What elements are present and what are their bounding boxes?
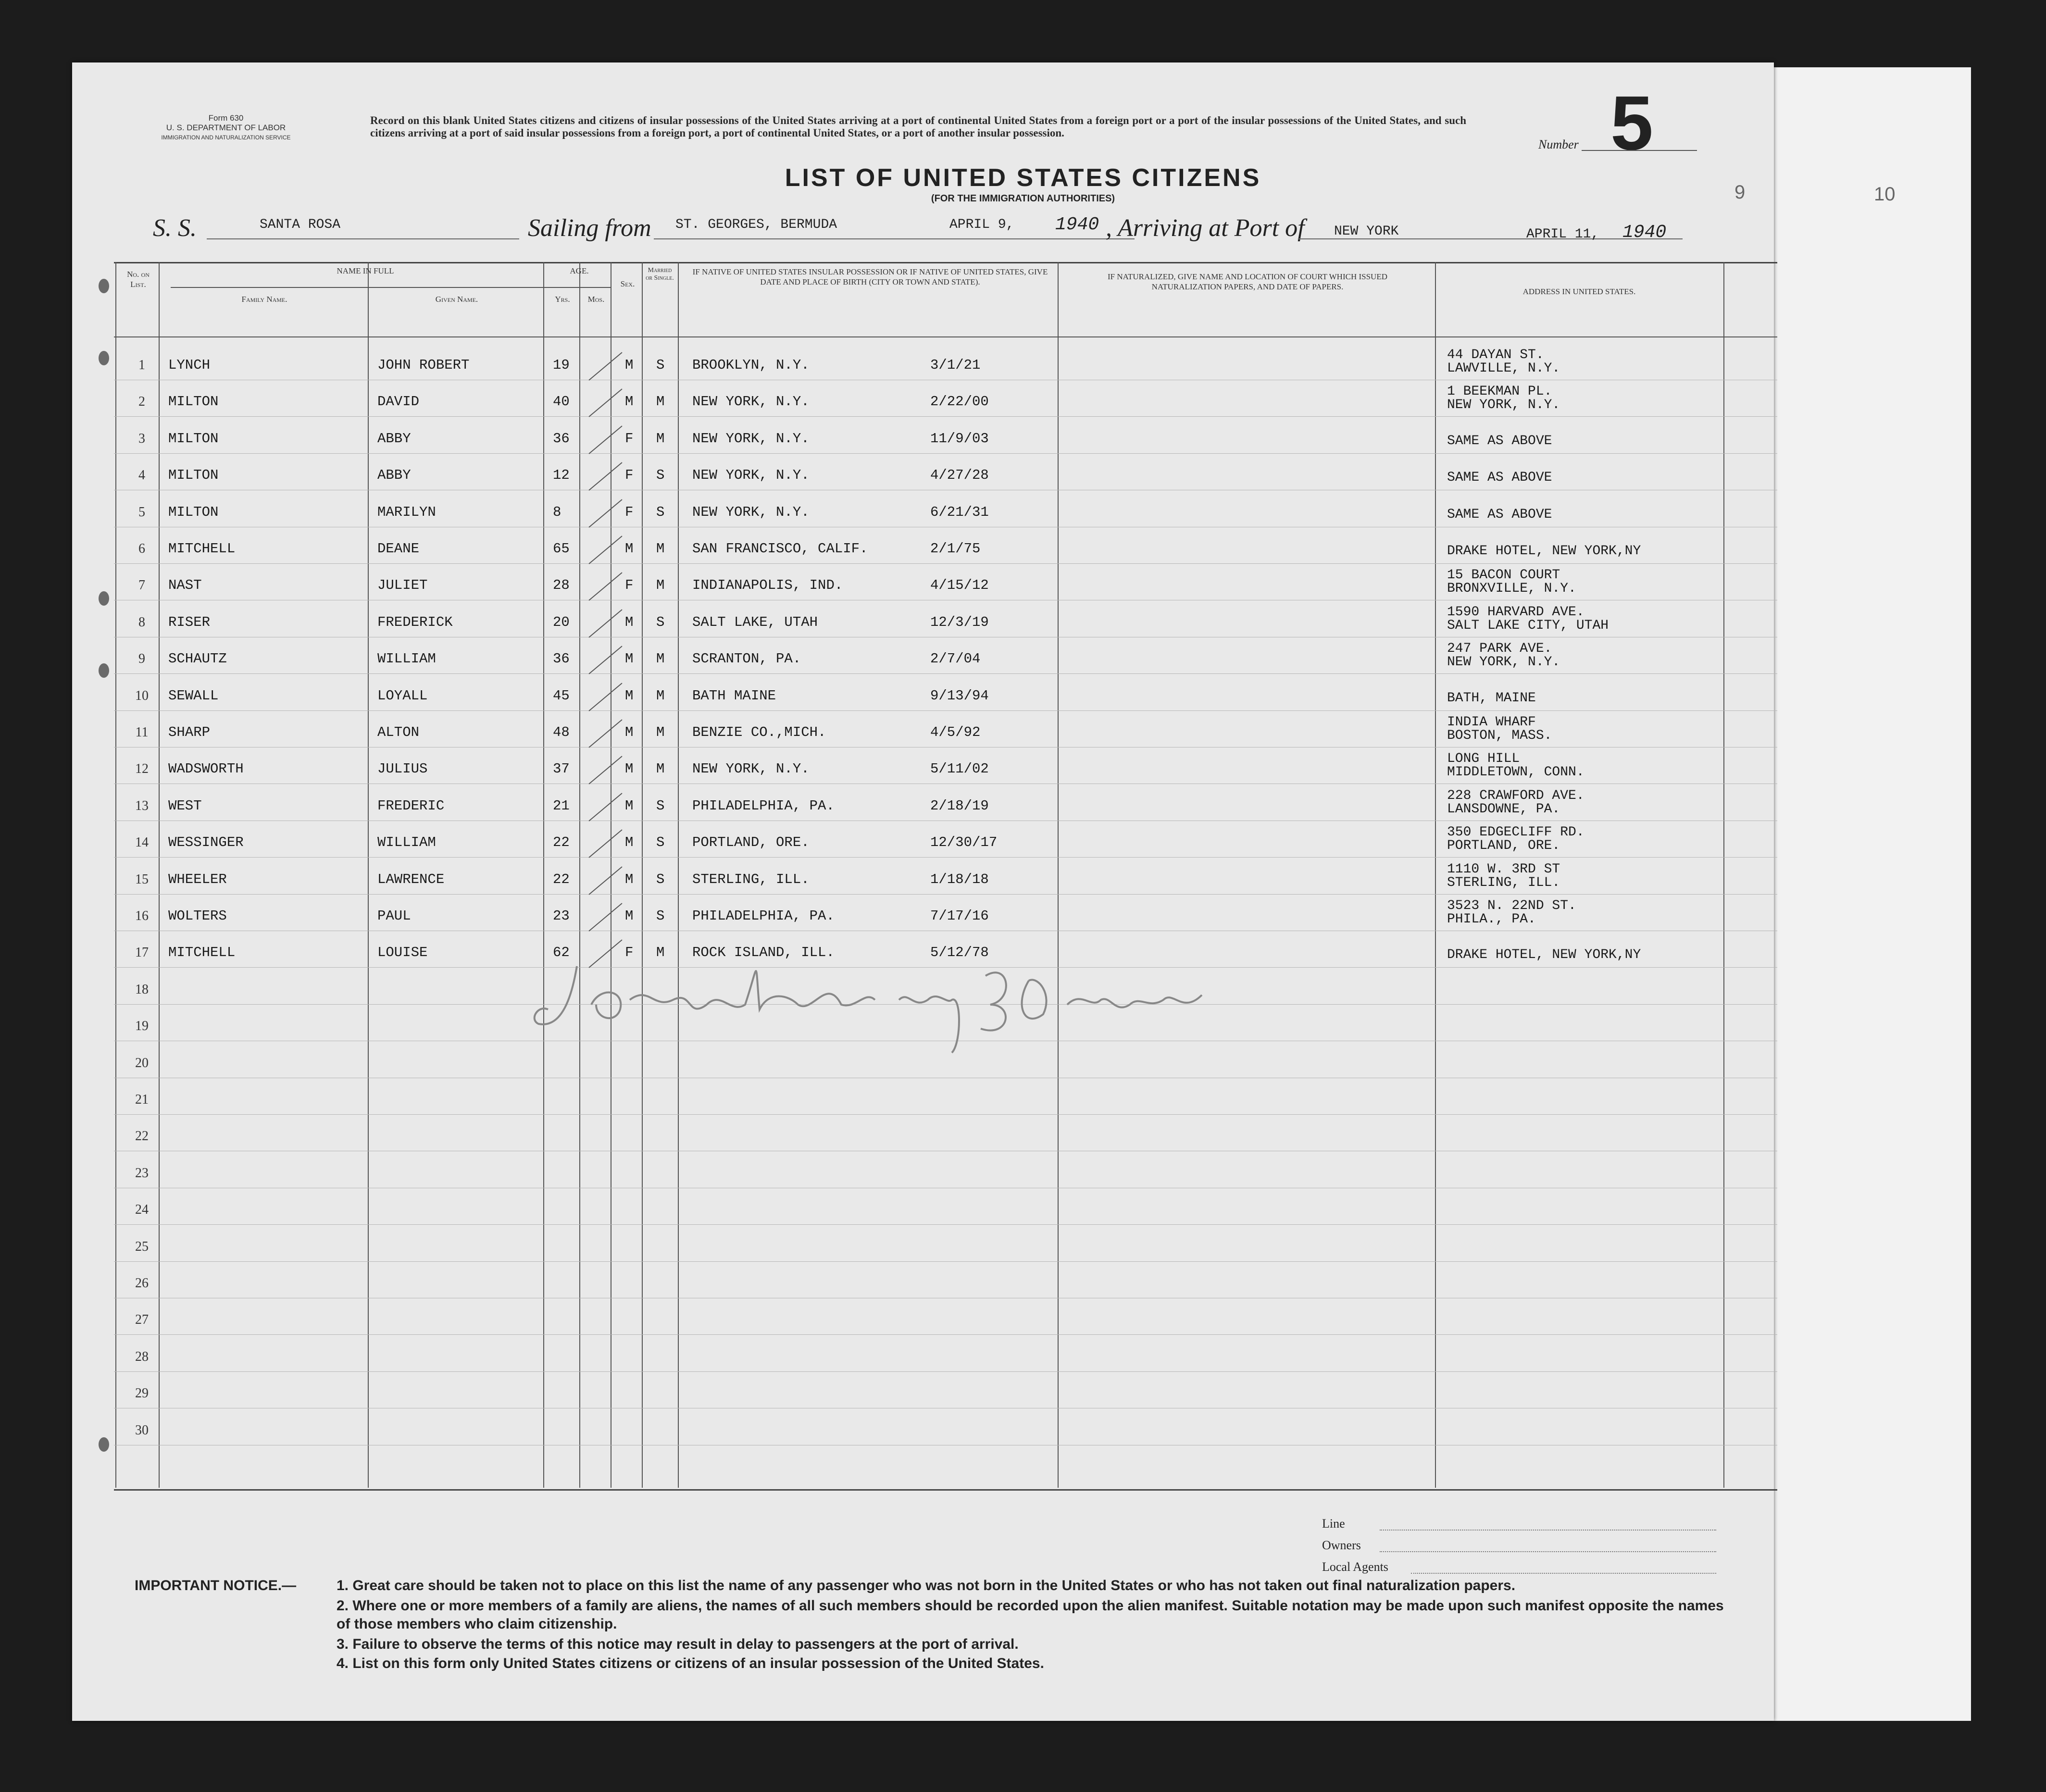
sex: M (625, 871, 634, 887)
marital-status: S (656, 871, 665, 887)
punch-hole (99, 1437, 109, 1452)
marital-status: S (656, 504, 665, 520)
family-name: MILTON (168, 504, 219, 520)
family-name: MILTON (168, 430, 219, 447)
address-line-2: MIDDLETOWN, CONN. (1447, 765, 1584, 780)
birth-place: SAN FRANCISCO, CALIF. (692, 541, 868, 557)
address-line-1: SAME AS ABOVE (1447, 470, 1552, 485)
row-number: 9 (138, 651, 145, 667)
marital-status: M (656, 687, 665, 704)
punch-hole (99, 351, 109, 365)
age-years: 37 (553, 761, 570, 777)
ship-underline (207, 238, 519, 239)
notice-item: 1. Great care should be taken not to place on this list the name of any passenger who was not born in the United States or who has not taken out final naturalization papers. (337, 1578, 1516, 1593)
address-line-1: DRAKE HOTEL, NEW YORK,NY (1447, 544, 1641, 559)
birth-place: NEW YORK, N.Y. (692, 467, 810, 484)
owners-label: Owners (1322, 1538, 1361, 1552)
handwriting-text: Jo Loughlin insp 8:30 am (529, 1055, 539, 1056)
notice-label: IMPORTANT NOTICE.— (135, 1578, 297, 1593)
marital-status: S (656, 834, 665, 851)
form-identifier (125, 113, 327, 142)
number-underline (1582, 150, 1697, 151)
page-subtitle: (FOR THE IMMIGRATION AUTHORITIES) (931, 193, 1115, 204)
sex: F (625, 430, 634, 447)
row-rule (114, 1261, 1777, 1262)
column-divider (678, 262, 679, 1488)
row-number: 1 (138, 358, 145, 373)
family-name: MILTON (168, 394, 219, 410)
row-number: 26 (135, 1276, 149, 1291)
given-name: JULIET (377, 577, 428, 594)
given-name: JOHN ROBERT (377, 357, 470, 373)
age-years: 22 (553, 871, 570, 887)
family-name: MITCHELL (168, 945, 236, 961)
family-name: WHEELER (168, 871, 227, 887)
row-number: 29 (135, 1386, 149, 1401)
given-name: LAWRENCE (377, 871, 445, 887)
family-name: SHARP (168, 724, 211, 740)
address-line-2: STERLING, ILL. (1447, 875, 1560, 890)
row-number: 14 (135, 835, 149, 850)
birth-place: NEW YORK, N.Y. (692, 504, 810, 520)
given-name: PAUL (377, 908, 411, 924)
row-rule (114, 1224, 1777, 1225)
birth-date: 7/17/16 (930, 908, 989, 924)
punch-hole (99, 663, 109, 678)
column-divider (115, 262, 116, 1488)
handwritten-inspection-note (529, 947, 1250, 1058)
row-number: 8 (138, 614, 145, 630)
column-divider (1723, 262, 1724, 1488)
given-name: WILLIAM (377, 834, 436, 851)
address-line-1: 15 BACON COURT (1447, 568, 1560, 583)
family-name: WADSWORTH (168, 761, 244, 777)
row-number: 15 (135, 871, 149, 887)
address-line-2: LANSDOWNE, PA. (1447, 801, 1560, 817)
row-number: 7 (138, 578, 145, 593)
birth-date: 1/18/18 (930, 871, 989, 887)
age-years: 36 (553, 430, 570, 447)
row-rule (114, 710, 1777, 711)
birth-place: STERLING, ILL. (692, 871, 810, 887)
address-line-1: 350 EDGECLIFF RD. (1447, 825, 1584, 840)
row-number: 20 (135, 1055, 149, 1070)
address-line-1: LONG HILL (1447, 751, 1520, 767)
family-name: MITCHELL (168, 541, 236, 557)
column-divider (1058, 262, 1059, 1488)
birth-date: 4/27/28 (930, 467, 989, 484)
sex: M (625, 357, 634, 373)
birth-date: 2/22/00 (930, 394, 989, 410)
age-years: 21 (553, 797, 570, 814)
birth-date: 9/13/94 (930, 687, 989, 704)
local-agents-field (1411, 1573, 1716, 1574)
arriving-label: , Arriving at Port of (1106, 214, 1305, 242)
birth-place: BENZIE CO.,MICH. (692, 724, 826, 740)
sex: F (625, 577, 634, 594)
page-number-right: 10 (1874, 184, 1896, 205)
col-header-age: AGE. (570, 266, 589, 275)
sex: M (625, 394, 634, 410)
col-header-sex: Sex. (620, 279, 635, 288)
age-years: 40 (553, 394, 570, 410)
punch-hole (99, 591, 109, 606)
row-rule (114, 453, 1777, 454)
row-number: 19 (135, 1019, 149, 1034)
family-name: SCHAUTZ (168, 651, 227, 667)
row-number: 28 (135, 1349, 149, 1364)
marital-status: M (656, 724, 665, 740)
departure-year: 1940 (1055, 214, 1099, 235)
row-number: 10 (135, 688, 149, 703)
birth-place: PORTLAND, ORE. (692, 834, 810, 851)
arrival-port: NEW YORK (1334, 224, 1399, 239)
col-header-naturalized: IF NATURALIZED, GIVE NAME AND LOCATION OF COURT WHICH ISSUED NATURALIZATION PAPERS, AND DATE OF PAPERS. (1107, 272, 1387, 291)
birth-place: SCRANTON, PA. (692, 651, 801, 667)
local-agents-label: Local Agents (1322, 1560, 1388, 1574)
sex: M (625, 614, 634, 630)
page-title: LIST OF UNITED STATES CITIZENS (785, 164, 1261, 192)
column-divider (579, 262, 580, 1488)
age-years: 48 (553, 724, 570, 740)
sex: M (625, 687, 634, 704)
given-name: ABBY (377, 467, 411, 484)
row-rule (114, 894, 1777, 895)
sex: M (625, 797, 634, 814)
col-header-name-in-full: NAME IN FULL (337, 266, 394, 275)
birth-date: 4/15/12 (930, 577, 989, 594)
number-label: Number (1538, 137, 1579, 151)
birth-date: 2/18/19 (930, 797, 989, 814)
row-rule (114, 857, 1777, 858)
col-header-address: ADDRESS IN UNITED STATES. (1522, 287, 1636, 296)
marital-status: M (656, 651, 665, 667)
birth-date: 6/21/31 (930, 504, 989, 520)
row-number: 22 (135, 1129, 149, 1144)
sex: M (625, 908, 634, 924)
marital-status: S (656, 614, 665, 630)
sex: F (625, 945, 634, 961)
age-header-divider (543, 287, 611, 288)
address-line-2: BRONXVILLE, N.Y. (1447, 581, 1576, 597)
row-number: 3 (138, 431, 145, 446)
age-years: 22 (553, 834, 570, 851)
family-name: LYNCH (168, 357, 211, 373)
family-name: WEST (168, 797, 202, 814)
row-number: 18 (135, 982, 149, 997)
departure-date: APRIL 9, (949, 217, 1014, 232)
marital-status: M (656, 761, 665, 777)
age-years: 23 (553, 908, 570, 924)
address-line-1: INDIA WHARF (1447, 715, 1536, 730)
line-field (1380, 1530, 1716, 1531)
column-divider (543, 262, 544, 1488)
address-line-2: PORTLAND, ORE. (1447, 838, 1560, 854)
birth-place: NEW YORK, N.Y. (692, 394, 810, 410)
header-bottom-rule (114, 336, 1777, 337)
owners-field (1380, 1551, 1716, 1552)
birth-date: 2/7/04 (930, 651, 981, 667)
page-number-left: 9 (1734, 182, 1746, 203)
marital-status: M (656, 541, 665, 557)
name-header-divider (171, 287, 546, 288)
row-rule (114, 673, 1777, 674)
ship-name: SANTA ROSA (260, 217, 341, 232)
age-years: 45 (553, 687, 570, 704)
given-name: WILLIAM (377, 651, 436, 667)
given-name: DEANE (377, 541, 420, 557)
birth-date: 12/30/17 (930, 834, 998, 851)
given-name: FREDERICK (377, 614, 453, 630)
col-header-married: Married or Single. (646, 267, 674, 282)
address-line-1: 1590 HARVARD AVE. (1447, 604, 1584, 620)
address-line-1: BATH, MAINE (1447, 690, 1536, 706)
notice-item: 4. List on this form only United States citizens or citizens of an insular possession of the United States. (337, 1655, 1044, 1671)
birth-place: ROCK ISLAND, ILL. (692, 945, 835, 961)
marital-status: M (656, 394, 665, 410)
age-years: 65 (553, 541, 570, 557)
family-name: SEWALL (168, 687, 219, 704)
address-line-2: BOSTON, MASS. (1447, 728, 1552, 743)
address-line-1: SAME AS ABOVE (1447, 433, 1552, 448)
sex: M (625, 651, 634, 667)
row-number: 2 (138, 394, 145, 410)
family-name: MILTON (168, 467, 219, 484)
family-name: RISER (168, 614, 211, 630)
address-line-1: SAME AS ABOVE (1447, 507, 1552, 522)
col-header-given-name: Given Name. (435, 295, 478, 304)
row-number: 30 (135, 1422, 149, 1438)
row-number: 16 (135, 908, 149, 923)
birth-date: 4/5/92 (930, 724, 981, 740)
birth-place: NEW YORK, N.Y. (692, 430, 810, 447)
given-name: MARILYN (377, 504, 436, 520)
birth-place: NEW YORK, N.Y. (692, 761, 810, 777)
list-number: 5 (1610, 80, 1653, 166)
row-rule (114, 563, 1777, 564)
sex: M (625, 541, 634, 557)
birth-date: 3/1/21 (930, 357, 981, 373)
address-line-2: SALT LAKE CITY, UTAH (1447, 618, 1609, 633)
sex: M (625, 761, 634, 777)
form-number: Form 630 (208, 113, 244, 123)
col-header-no: No. on List. (127, 270, 150, 289)
address-line-2: NEW YORK, N.Y. (1447, 655, 1560, 670)
marital-status: M (656, 945, 665, 961)
service-name: IMMIGRATION AND NATURALIZATION SERVICE (161, 134, 291, 141)
form-preamble: Record on this blank United States citizens and citizens of insular possessions of the United States arriving at a port of continental United States from a foreign port or a port of the insular possessions of the United States, and such citizens arriving at a port of said insular possessions from a foreign port, a port of continental United States, or a port of another insular possession. (370, 114, 1466, 139)
row-rule (114, 1371, 1777, 1372)
marital-status: M (656, 577, 665, 594)
birth-place: SALT LAKE, UTAH (692, 614, 818, 630)
column-divider (1435, 262, 1436, 1488)
marital-status: S (656, 467, 665, 484)
row-number: 24 (135, 1202, 149, 1218)
age-years: 62 (553, 945, 570, 961)
row-number: 17 (135, 945, 149, 960)
row-number: 11 (135, 725, 149, 740)
given-name: FREDERIC (377, 797, 445, 814)
row-number: 13 (135, 798, 149, 813)
birth-date: 5/12/78 (930, 945, 989, 961)
line-label: Line (1322, 1517, 1345, 1531)
given-name: LOUISE (377, 945, 428, 961)
age-years: 36 (553, 651, 570, 667)
age-years: 8 (553, 504, 561, 520)
given-name: ALTON (377, 724, 420, 740)
sex: M (625, 834, 634, 851)
row-number: 6 (138, 541, 145, 556)
column-divider (642, 262, 643, 1488)
address-line-1: 44 DAYAN ST. (1447, 348, 1544, 362)
ss-label: S. S. (153, 214, 197, 242)
age-years: 19 (553, 357, 570, 373)
row-number: 21 (135, 1092, 149, 1107)
family-name: WESSINGER (168, 834, 244, 851)
family-name: NAST (168, 577, 202, 594)
address-line-2: NEW YORK, N.Y. (1447, 398, 1560, 413)
address-line-1: 1110 W. 3RD ST (1447, 861, 1560, 877)
col-header-years: Yrs. (555, 295, 570, 304)
address-line-2: PHILA., PA. (1447, 912, 1536, 927)
given-name: DAVID (377, 394, 420, 410)
given-name: JULIUS (377, 761, 428, 777)
age-years: 20 (553, 614, 570, 630)
column-divider (368, 262, 369, 1488)
row-rule (114, 416, 1777, 417)
family-name: WOLTERS (168, 908, 227, 924)
row-rule (114, 1114, 1777, 1115)
sex: F (625, 504, 634, 520)
col-header-birth: IF NATIVE OF UNITED STATES INSULAR POSSESSION OR IF NATIVE OF UNITED STATES, GIVE DATE AND PLACE OF BIRTH (CITY OR TOWN AND STATE). (692, 267, 1048, 286)
departure-port: ST. GEORGES, BERMUDA (675, 217, 837, 232)
address-line-1: 247 PARK AVE. (1447, 641, 1552, 657)
address-line-1: 1 BEEKMAN PL. (1447, 384, 1552, 399)
birth-place: PHILADELPHIA, PA. (692, 908, 835, 924)
given-name: ABBY (377, 430, 411, 447)
marital-status: M (656, 430, 665, 447)
age-years: 28 (553, 577, 570, 594)
birth-place: INDIANAPOLIS, IND. (692, 577, 843, 594)
birth-place: BATH MAINE (692, 687, 776, 704)
row-number: 25 (135, 1239, 149, 1254)
back-page (1750, 67, 1971, 1721)
row-rule (114, 1334, 1777, 1335)
address-line-1: 228 CRAWFORD AVE. (1447, 788, 1584, 803)
birth-place: BROOKLYN, N.Y. (692, 357, 810, 373)
col-header-months: Mos. (587, 295, 605, 304)
sailing-underline (654, 238, 1135, 239)
address-line-2: LAWVILLE, N.Y. (1447, 361, 1560, 376)
row-number: 4 (138, 468, 145, 483)
birth-date: 11/9/03 (930, 430, 989, 447)
marital-status: S (656, 357, 665, 373)
birth-date: 12/3/19 (930, 614, 989, 630)
address-line-1: 3523 N. 22ND ST. (1447, 898, 1576, 913)
given-name: LOYALL (377, 687, 428, 704)
age-years: 12 (553, 467, 570, 484)
sailing-label: Sailing from (528, 214, 651, 242)
marital-status: S (656, 797, 665, 814)
col-header-family-name: Family Name. (241, 295, 287, 304)
department-name: U. S. DEPARTMENT OF LABOR (166, 123, 286, 132)
notice-item: 2. Where one or more members of a family are aliens, the names of all such members should be recorded upon the alien manifest. Suitable notation may be made upon such manifest opposite the names of those members who claim citizenship. (337, 1598, 1724, 1632)
sex: F (625, 467, 634, 484)
sex: M (625, 724, 634, 740)
arrival-date: APRIL 11, (1526, 227, 1599, 242)
punch-hole (99, 279, 109, 293)
address-line-1: DRAKE HOTEL, NEW YORK,NY (1447, 947, 1641, 963)
row-number: 23 (135, 1165, 149, 1181)
row-number: 5 (138, 504, 145, 520)
row-number: 12 (135, 761, 149, 777)
arrival-year: 1940 (1622, 222, 1667, 243)
birth-date: 2/1/75 (930, 541, 981, 557)
marital-status: S (656, 908, 665, 924)
birth-place: PHILADELPHIA, PA. (692, 797, 835, 814)
birth-date: 5/11/02 (930, 761, 989, 777)
row-number: 27 (135, 1312, 149, 1328)
notice-item: 3. Failure to observe the terms of this notice may result in delay to passengers at the port of arrival. (337, 1636, 1019, 1652)
